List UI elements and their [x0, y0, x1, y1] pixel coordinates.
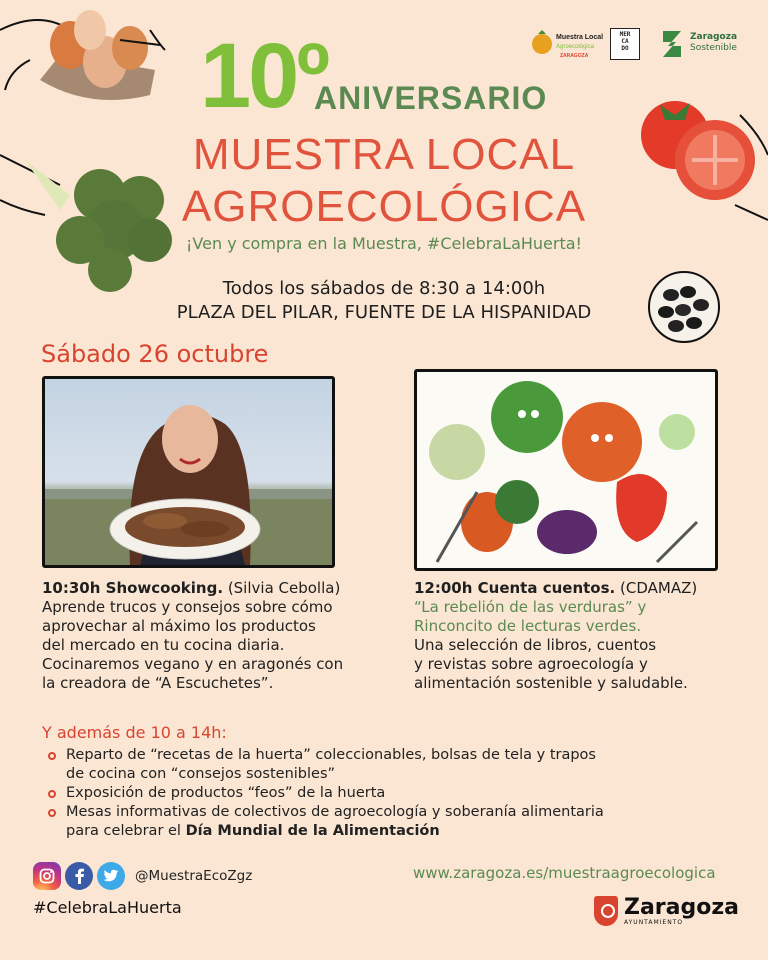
website-link[interactable]: www.zaragoza.es/muestraagroecologica — [413, 864, 716, 882]
muestra-local-logo-line3: ZARAGOZA — [560, 53, 589, 59]
event-showcooking-time: 10:30h Showcooking. — [42, 579, 224, 597]
list-item — [42, 784, 732, 803]
list-item-line: Exposición de productos “feos” de la huerta — [66, 785, 386, 801]
event-cuentacuentos-host: (CDAMAZ) — [620, 579, 698, 597]
event-cuentacuentos-line: Una selección de libros, cuentos — [414, 636, 657, 654]
eggs-illustration — [0, 0, 170, 120]
muestra-local-logo-line1: Muestra Local — [556, 34, 604, 41]
list-item — [42, 803, 732, 841]
anniversary-number: 10º — [200, 25, 327, 127]
event-cuentacuentos-title — [414, 578, 744, 598]
event-showcooking-line: Aprende trucos y consejos sobre cómo — [42, 598, 333, 616]
schedule — [0, 277, 768, 325]
muestra-local-logo — [530, 28, 604, 64]
zaragoza-sostenible-z-icon — [660, 28, 684, 60]
instagram-icon[interactable] — [33, 862, 61, 890]
mercado-logo-line1: MER — [619, 31, 631, 38]
storytelling-illustration — [414, 369, 718, 571]
list-item-line: Reparto de “recetas de la huerta” coleccionables, bolsas de tela y trapos — [66, 747, 596, 763]
zaragoza-sostenible-logo — [660, 28, 740, 64]
list-item — [42, 746, 732, 784]
event-showcooking — [42, 578, 382, 693]
event-showcooking-line: del mercado en tu cocina diaria. — [42, 636, 285, 654]
list-item-prefix: para celebrar el — [66, 823, 186, 839]
mercado-logo — [610, 28, 640, 60]
showcooking-photo — [42, 376, 335, 568]
mercado-logo-line2: CA — [621, 38, 629, 45]
event-cuentacuentos-line: y revistas sobre agroecología y — [414, 655, 648, 673]
hashtag: #CelebraLaHuerta — [33, 898, 182, 917]
schedule-line-2: PLAZA DEL PILAR, FUENTE DE LA HISPANIDAD — [176, 302, 592, 323]
muestra-local-logo-line2: Agroecológica — [556, 44, 595, 50]
list-item-line: de cocina con “consejos sostenibles” — [66, 766, 336, 782]
bullet-icon — [48, 809, 56, 817]
event-cuentacuentos-time: 12:00h Cuenta cuentos. — [414, 579, 616, 597]
event-cuentacuentos — [414, 578, 744, 693]
event-showcooking-host: (Silvia Cebolla) — [227, 579, 341, 597]
facebook-icon[interactable] — [65, 862, 93, 890]
anniversary-word: ANIVERSARIO — [314, 80, 548, 116]
event-cuentacuentos-highlight: “La rebelión de las verduras” y — [414, 598, 647, 616]
event-showcooking-line: la creadora de “A Escuchetes”. — [42, 674, 274, 692]
ademas-list — [42, 746, 732, 841]
event-showcooking-line: aprovechar al máximo los productos — [42, 617, 316, 635]
ademas-title: Y además de 10 a 14h: — [42, 723, 227, 742]
social-handle[interactable]: @MuestraEcoZgz — [135, 868, 253, 884]
list-item-highlight: Día Mundial de la Alimentación — [185, 823, 440, 839]
zaragoza-shield-icon — [594, 896, 618, 926]
event-cuentacuentos-highlight: Rinconcito de lecturas verdes. — [414, 617, 642, 635]
zaragoza-sostenible-line2: Sostenible — [690, 43, 737, 53]
event-showcooking-title — [42, 578, 382, 598]
zaragoza-sostenible-line1: Zaragoza — [690, 32, 738, 42]
slogan: ¡Ven y compra en la Muestra, #CelebraLaHuerta! — [186, 234, 582, 253]
twitter-icon[interactable] — [97, 862, 125, 890]
event-date-heading: Sábado 26 octubre — [41, 340, 269, 368]
title-line-1: MUESTRA LOCAL — [192, 130, 576, 179]
event-showcooking-line: Cocinaremos vegano y en aragonés con — [42, 655, 344, 673]
schedule-line-1: Todos los sábados de 8:30 a 14:00h — [222, 278, 546, 299]
mercado-logo-line3: DO — [621, 45, 629, 52]
bullet-icon — [48, 752, 56, 760]
ayuntamiento-logo — [594, 896, 739, 926]
title-line-2: AGROECOLÓGICA — [181, 182, 587, 231]
event-cuentacuentos-line: alimentación sostenible y saludable. — [414, 674, 688, 692]
bullet-icon — [48, 790, 56, 798]
list-item-line: Mesas informativas de colectivos de agroecología y soberanía alimentaria — [66, 804, 604, 820]
ayuntamiento-name: Zaragoza — [624, 894, 740, 920]
list-item-line — [66, 822, 732, 841]
ayuntamiento-sub: AYUNTAMIENTO — [624, 918, 684, 926]
social-links — [33, 862, 252, 890]
